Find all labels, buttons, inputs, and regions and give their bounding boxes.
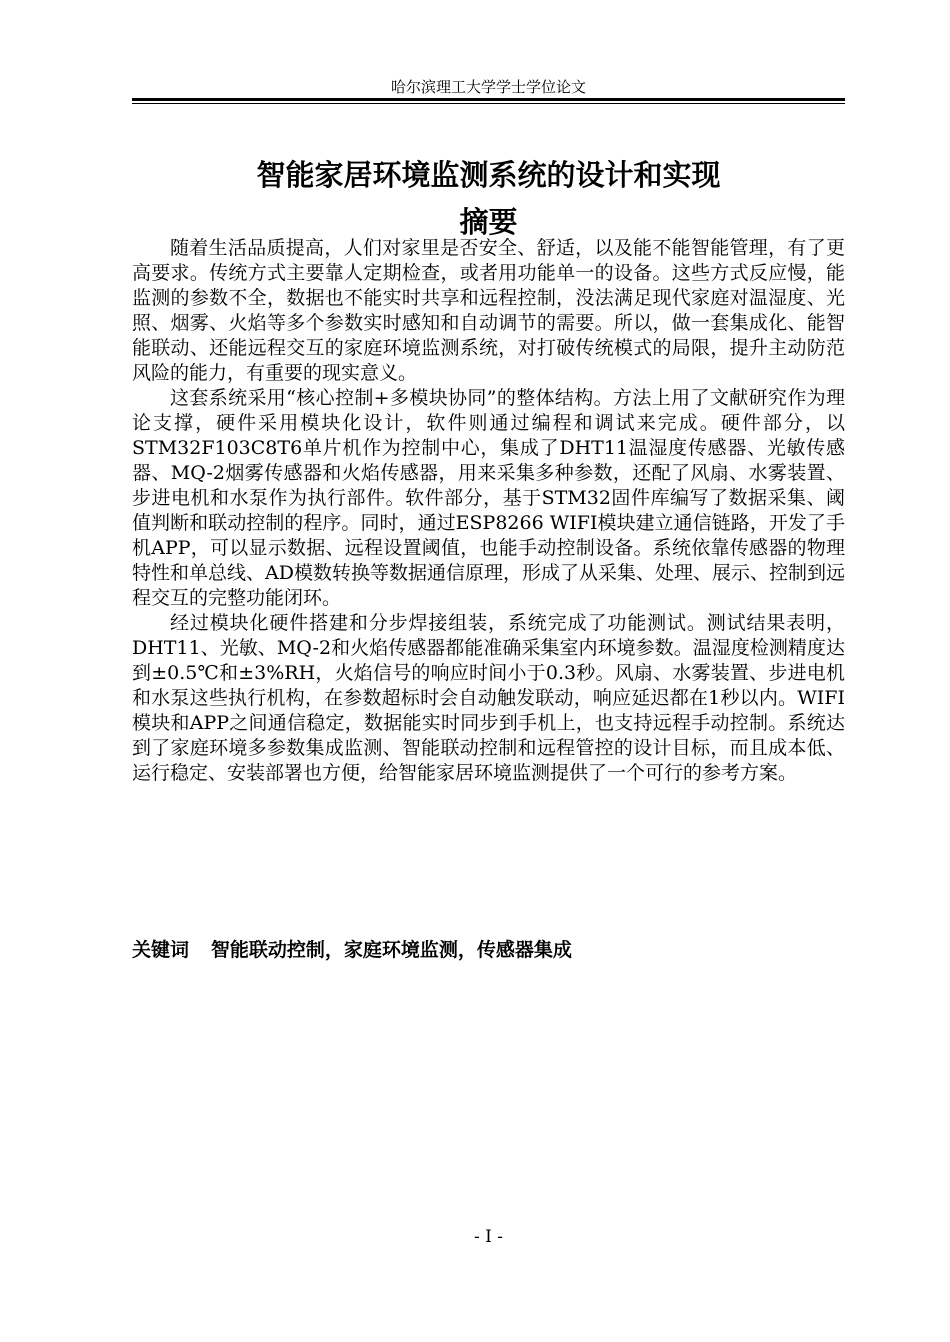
header-rule — [132, 98, 845, 101]
abstract-body — [132, 236, 845, 786]
keywords-label: 关键词 — [132, 939, 190, 961]
abstract-paragraph-3: 经过模块化硬件搭建和分步焊接组装，系统完成了功能测试。测试结果表明，DHT11、光敏、MQ-2和火焰传感器都能准确采集室内环境参数。温湿度检测精度达到±0.5℃和±3%RH，火焰信号的响应时间小于0.3秒。风扇、水雾装置、步进电机和水泵这些执行机构，在参数超标时会自动触发联动，响应延迟都在1秒以内。WIFI模块和APP之间通信稳定，数据能实时同步到手机上，也支持远程手动控制。系统达到了家庭环境多参数集成监测、智能联动控制和远程管控的设计目标，而且成本低、运行稳定、安装部署也方便，给智能家居环境监测提供了一个可行的参考方案。 — [132, 612, 845, 784]
header-rule-thin — [132, 103, 845, 104]
paper-title: 智能家居环境监测系统的设计和实现 — [256, 158, 721, 192]
abstract-heading: 摘要 — [459, 205, 518, 239]
page-number: - I - — [473, 1227, 503, 1247]
running-header: 哈尔滨理工大学学士学位论文 — [390, 78, 586, 96]
abstract-paragraph-2: 这套系统采用“核心控制+多模块协同”的整体结构。方法上用了文献研究作为理论支撑，硬件采用模块化设计，软件则通过编程和调试来完成。硬件部分，以STM32F103C8T6单片机作为控制中心，集成了DHT11温湿度传感器、光敏传感器、MQ-2烟雾传感器和火焰传感器，用来采集多种参数，还配了风扇、水雾装置、步进电机和水泵作为执行部件。软件部分，基于STM32固件库编写了数据采集、阈值判断和联动控制的程序。同时，通过ESP8266 WIFI模块建立通信链路，开发了手机APP，可以显示数据、远程设置阈值，也能手动控制设备。系统依靠传感器的物理特性和单总线、AD模数转换等数据通信原理，形成了从采集、处理、展示、控制到远程交互的完整功能闭环。 — [132, 387, 845, 609]
abstract-paragraph-1: 随着生活品质提高，人们对家里是否安全、舒适，以及能不能智能管理，有了更高要求。传统方式主要靠人定期检查，或者用功能单一的设备。这些方式反应慢，能监测的参数不全，数据也不能实时共享和远程控制，没法满足现代家庭对温湿度、光照、烟雾、火焰等多个参数实时感知和自动调节的需要。所以，做一套集成化、能智能联动、还能远程交互的家庭环境监测系统，对打破传统模式的局限，提升主动防范风险的能力，有重要的现实意义。 — [132, 237, 845, 384]
keywords-line — [132, 937, 845, 963]
keywords-list: 智能联动控制，家庭环境监测，传感器集成 — [210, 939, 572, 961]
